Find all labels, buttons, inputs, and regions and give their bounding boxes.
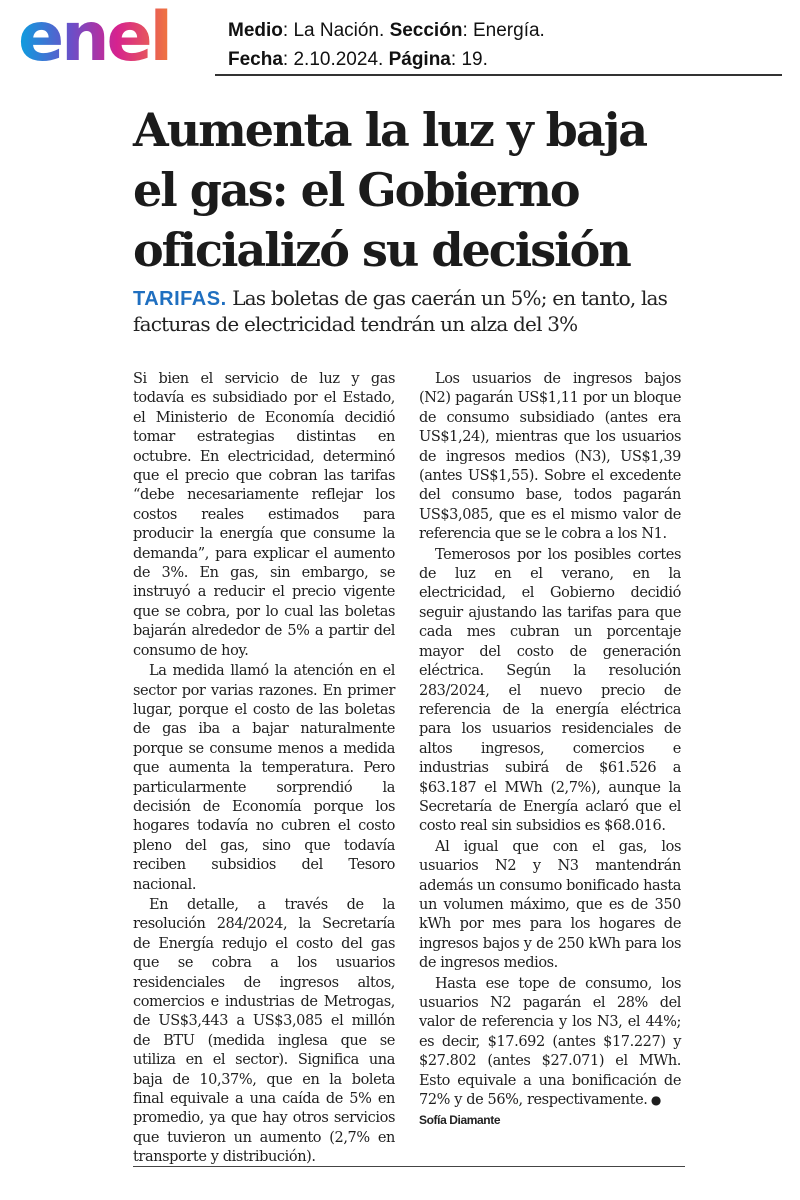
- fecha-value: : 2.10.2024.: [282, 49, 389, 70]
- clipping-header: [0, 0, 800, 80]
- article-headline: Aumenta la luz y baja el gas: el Gobierno oficializó su decisión: [133, 103, 647, 277]
- enel-logo-mark: [18, 6, 194, 68]
- byline: Sofía Diamante: [419, 1113, 501, 1128]
- medio-label: Medio: [228, 20, 283, 41]
- medio-value: : La Nación.: [282, 20, 390, 41]
- bottom-divider: [133, 1166, 685, 1167]
- enel-logo-text: enel: [18, 6, 170, 68]
- paragraph: Si bien el servicio de luz y gas todavía es subsidiado por el Estado, el Ministerio de Economía decidió tomar estrategias distintas en octubre. En electricidad, determinó que el precio que cobran las tarifas “debe necesariamente reflejar los costos reales estimados para producir la energía que consume la demanda”, para explicar el aumento de 3%. En gas, sin embargo, se instruyó a reducir el precio vigente que se cobra, por lo cual las boletas bajarán alrededor de 5% a partir del consumo de hoy.: [133, 371, 395, 659]
- seccion-label: Sección: [389, 20, 463, 41]
- subhead-text: Las boletas de gas caerán un 5%; en tanto, las facturas de electricidad tendrán un alza del 3%: [133, 286, 668, 336]
- paragraph: La medida llamó la atención en el sector por varias razones. En primer lugar, porque el costo de las boletas de gas iba a bajar naturalmente porque se consume menos a medida que aumenta la temperatura. Pero particularmente sorprendió la decisión de Economía porque los hogares todavía no cubren el costo pleno del gas, sino que todavía reciben subsidios del Tesoro nacional.: [133, 663, 395, 893]
- paragraph-last: [419, 975, 681, 1111]
- header-divider: [215, 74, 782, 76]
- end-mark-icon: ●: [647, 1093, 661, 1108]
- pagina-label: Página: [388, 49, 451, 70]
- paragraph: Al igual que con el gas, los usuarios N2 y N3 mantendrán además un consumo bonificado hasta un volumen máximo, que es de 350 kWh por mes para los hogares de ingresos bajos y de 250 kWh para los de ingresos medios.: [419, 838, 681, 972]
- article-column-right: [419, 370, 681, 1131]
- meta-line-2: [228, 45, 545, 74]
- enel-logo: [18, 6, 194, 72]
- paragraph: Temerosos por los posibles cortes de luz en el verano, en la electricidad, el Gobierno decidió seguir ajustando las tarifas para que cada mes cubran un porcentaje mayor del costo de generación eléctrica. Según la resolución 283/2024, el nuevo precio de referencia de la energía eléctrica para los usuarios residenciales de altos ingresos, comercios e industrias subirá de $61.526 a $63.187 el MWh (2,7%), aunque la Secretaría de Energía aclaró que el costo real sin subsidios es $68.016.: [419, 546, 681, 835]
- fecha-label: Fecha: [228, 49, 283, 70]
- article-subhead: [133, 286, 693, 337]
- article-column-left: [133, 370, 395, 1169]
- pagina-value: : 19.: [450, 49, 488, 70]
- seccion-value: : Energía.: [462, 20, 545, 41]
- paragraph-text: Hasta ese tope de consumo, los usuarios N2 pagarán el 28% del valor de referencia y los N3, el 44%; es decir, $17.692 (antes $17.227) y $27.802 (antes $27.071) el MWh. Esto equivale a una bonificación de 72% y de 56%, respectivamente.: [419, 975, 681, 1109]
- clipping-meta: [228, 16, 545, 74]
- paragraph: En detalle, a través de la resolución 284/2024, la Secretaría de Energía redujo el costo del gas que se cobra a los usuarios residenciales de ingresos altos, comercios e industrias de Metrogas, de US$3,443 a US$3,085 el millón de BTU (medida inglesa que se utiliza en el sector). Significa una baja de 10,37%, que en la boleta final equivale a una caída de 5% en promedio, ya que hay otros servicios que tuvieron un aumento (2,7% en transporte y distribución).: [133, 896, 395, 1166]
- article-kicker: TARIFAS.: [133, 288, 227, 310]
- meta-line-1: [228, 16, 545, 45]
- paragraph: Los usuarios de ingresos bajos (N2) pagarán US$1,11 por un bloque de consumo subsidiado (antes era US$1,24), mientras que los usuarios de ingresos medios (N3), US$1,39 (antes US$1,55). Sobre el excedente del consumo base, todos pagarán US$3,085, que es el mismo valor de referencia que se le cobra a los N1.: [419, 371, 681, 543]
